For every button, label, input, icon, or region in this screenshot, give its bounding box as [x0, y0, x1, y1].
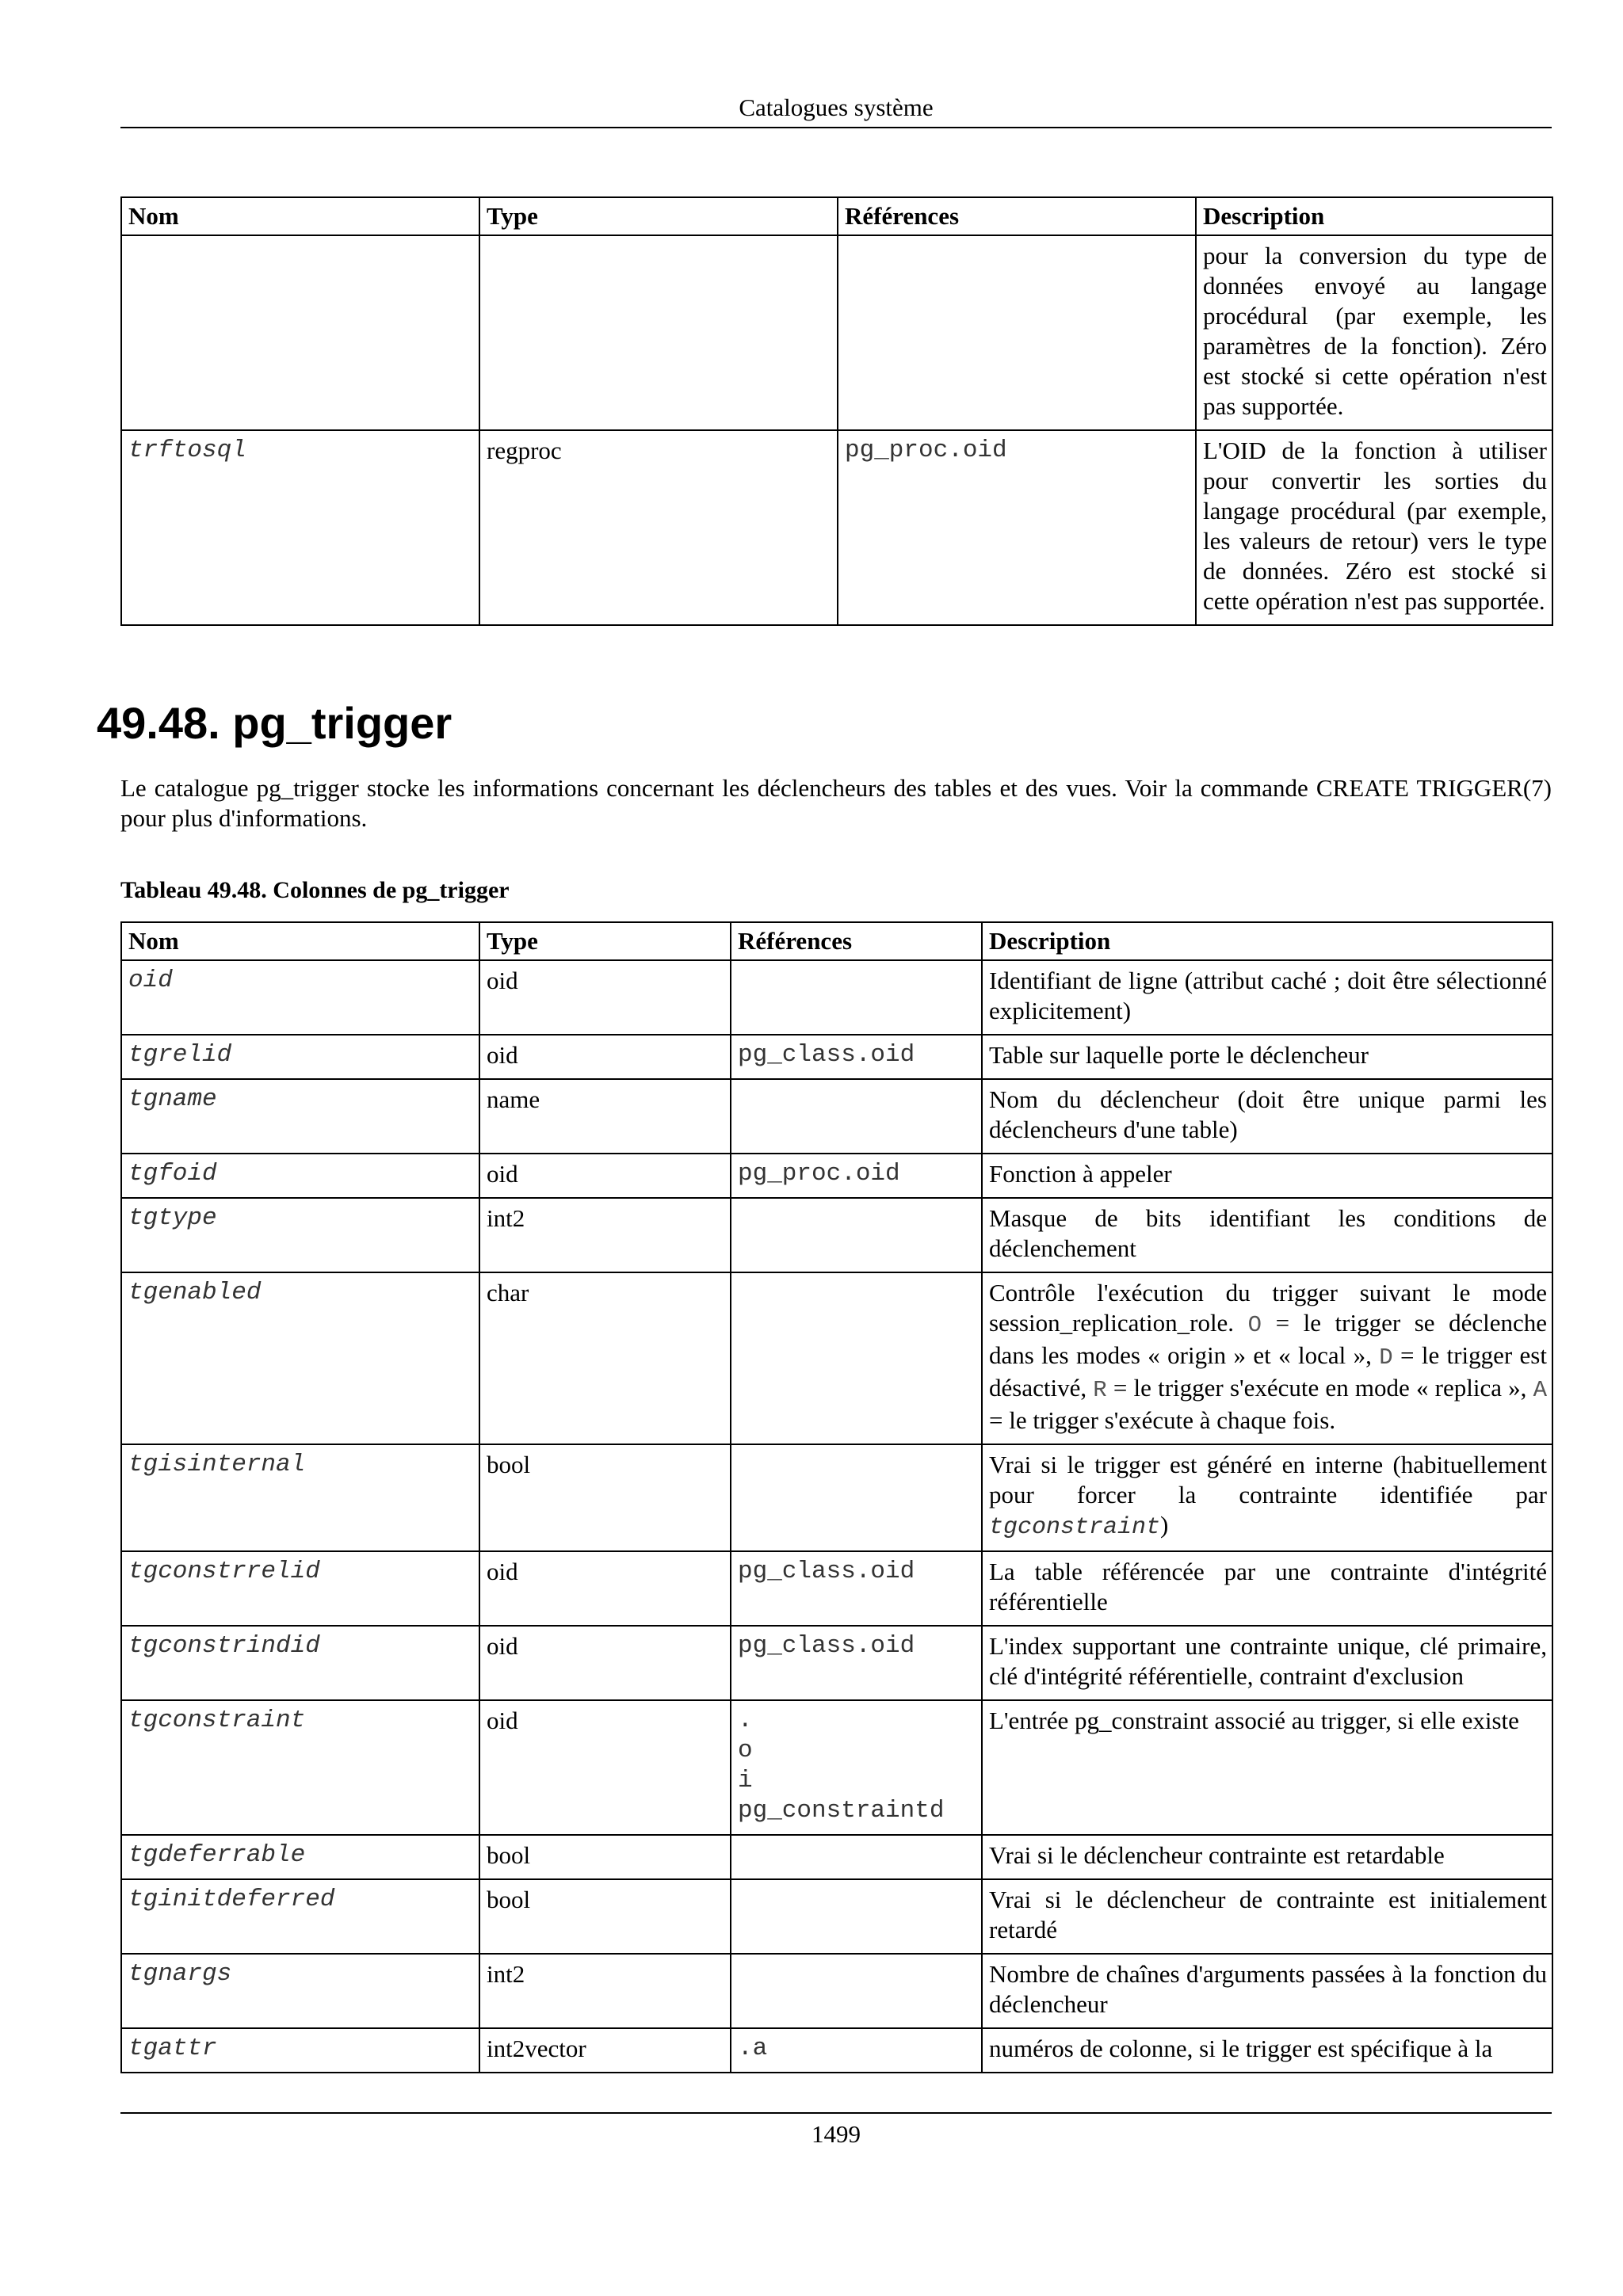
ref-line: o	[738, 1737, 753, 1764]
cell-name: tgnargs	[121, 1954, 479, 2028]
table-row	[121, 1551, 1552, 1626]
section-intro: Le catalogue pg_trigger stocke les informations concernant les déclencheurs des tables et des vues. Voir la commande CREATE TRIGGER(7) pour plus d'informations.	[120, 774, 1552, 832]
cell-name: tgattr	[121, 2028, 479, 2073]
desc-text: = le trigger se déclenche dans les modes « origin » et « local »,	[989, 1309, 1548, 1369]
table-pg-transform-continued	[120, 196, 1553, 626]
column-header-description: Description	[982, 922, 1552, 960]
cell-name: tgfoid	[121, 1154, 479, 1198]
cell-type: oid	[479, 960, 731, 1035]
desc-text: = le trigger s'exécute à chaque fois.	[989, 1406, 1336, 1434]
column-header-references: Références	[731, 922, 982, 960]
cell-type: bool	[479, 1879, 731, 1954]
column-header-name: Nom	[121, 922, 479, 960]
cell-references	[731, 1835, 982, 1879]
cell-name: tgname	[121, 1079, 479, 1154]
cell-description: Nombre de chaînes d'arguments passées à la fonction du déclencheur	[982, 1954, 1552, 2028]
ref-line: i	[738, 1767, 753, 1794]
cell-description: Identifiant de ligne (attribut caché ; doit être sélectionné explicitement)	[982, 960, 1552, 1035]
table-row	[121, 1198, 1552, 1272]
cell-description	[982, 1444, 1552, 1551]
table-caption: Tableau 49.48. Colonnes de pg_trigger	[120, 877, 510, 903]
table-row	[121, 1700, 1552, 1835]
code-value-d: D	[1379, 1344, 1393, 1371]
cell-name: tgenabled	[121, 1272, 479, 1444]
cell-references: pg_proc.oid	[731, 1154, 982, 1198]
page-number: 1499	[812, 2120, 861, 2148]
cell-name: tgconstrrelid	[121, 1551, 479, 1626]
table-row	[121, 1079, 1552, 1154]
table-row	[121, 430, 1552, 625]
cell-name: tgtype	[121, 1198, 479, 1272]
cell-references	[731, 1954, 982, 2028]
table-row	[121, 1444, 1552, 1551]
cell-name: tgconstrindid	[121, 1626, 479, 1700]
cell-description	[982, 1272, 1552, 1444]
cell-description: L'index supportant une contrainte unique, clé primaire, clé d'intégrité référentielle, contraint d'exclusion	[982, 1626, 1552, 1700]
table-header-row	[121, 197, 1552, 235]
cell-description: L'entrée pg_constraint associé au trigger, si elle existe	[982, 1700, 1552, 1835]
cell-name: tgrelid	[121, 1035, 479, 1079]
cell-type: name	[479, 1079, 731, 1154]
cell-description: pour la conversion du type de données envoyé au langage procédural (par exemple, les paramètres de la fonction). Zéro est stocké si cette opération n'est pas supportée.	[1196, 235, 1552, 430]
cell-references	[731, 1272, 982, 1444]
table-pg-trigger-columns	[120, 921, 1553, 2073]
cell-references: pg_class.oid	[731, 1551, 982, 1626]
section-title: 49.48. pg_trigger	[97, 698, 453, 748]
cell-description: L'OID de la fonction à utiliser pour convertir les sorties du langage procédural (par exemple, les valeurs de retour) vers le type de données. Zéro est stocké si cette opération n'est pas supportée.	[1196, 430, 1552, 625]
table-row	[121, 235, 1552, 430]
ref-line: .	[738, 1707, 753, 1734]
cell-type: oid	[479, 1626, 731, 1700]
table-row	[121, 2028, 1552, 2073]
cell-references	[731, 1079, 982, 1154]
desc-text: = le trigger est désactivé,	[989, 1341, 1547, 1402]
cell-type: bool	[479, 1835, 731, 1879]
cell-name: tgconstraint	[121, 1700, 479, 1835]
header-rule	[120, 127, 1552, 128]
cell-type: char	[479, 1272, 731, 1444]
cell-description: Masque de bits identifiant les conditions de déclenchement	[982, 1198, 1552, 1272]
page-header-title: Catalogues système	[739, 93, 934, 121]
cell-name: tgisinternal	[121, 1444, 479, 1551]
code-value-a: A	[1533, 1377, 1548, 1403]
table-row	[121, 1272, 1552, 1444]
cell-type: regproc	[479, 430, 838, 625]
cell-type: int2vector	[479, 2028, 731, 2073]
cell-name: trftosql	[121, 430, 479, 625]
desc-text: Contrôle l'exécution du trigger suivant le mode session_replication_role.	[989, 1279, 1547, 1337]
cell-name: tgdeferrable	[121, 1835, 479, 1879]
cell-references	[731, 960, 982, 1035]
code-value-r: R	[1093, 1377, 1107, 1403]
cell-type: oid	[479, 1700, 731, 1835]
table-row	[121, 1835, 1552, 1879]
cell-type: bool	[479, 1444, 731, 1551]
table-row	[121, 1626, 1552, 1700]
table-row	[121, 1954, 1552, 2028]
cell-description: Fonction à appeler	[982, 1154, 1552, 1198]
footer-rule	[120, 2112, 1552, 2114]
cell-references: pg_class.oid	[731, 1626, 982, 1700]
cell-references	[731, 1444, 982, 1551]
desc-text: )	[1160, 1511, 1169, 1539]
cell-type	[479, 235, 838, 430]
desc-text: Vrai si le trigger est généré en interne (habituellement pour forcer la contrainte identifiée par	[989, 1451, 1547, 1508]
cell-type: int2	[479, 1954, 731, 2028]
code-value-o: O	[1247, 1312, 1262, 1338]
table-header-row	[121, 922, 1552, 960]
cell-description: Table sur laquelle porte le déclencheur	[982, 1035, 1552, 1079]
cell-references	[731, 1700, 982, 1835]
table-row	[121, 1035, 1552, 1079]
cell-description: La table référencée par une contrainte d'intégrité référentielle	[982, 1551, 1552, 1626]
cell-references: .a	[731, 2028, 982, 2073]
cell-description: Nom du déclencheur (doit être unique parmi les déclencheurs d'une table)	[982, 1079, 1552, 1154]
cell-references: pg_class.oid	[731, 1035, 982, 1079]
cell-type: int2	[479, 1198, 731, 1272]
ref-line: pg_constraintd	[738, 1797, 945, 1825]
cell-references: pg_proc.oid	[838, 430, 1196, 625]
table-row	[121, 1879, 1552, 1954]
cell-name	[121, 235, 479, 430]
column-header-type: Type	[479, 922, 731, 960]
table-row	[121, 1154, 1552, 1198]
cell-type: oid	[479, 1154, 731, 1198]
cell-description: numéros de colonne, si le trigger est spécifique à la	[982, 2028, 1552, 2073]
cell-description: Vrai si le déclencheur contrainte est retardable	[982, 1835, 1552, 1879]
cell-references	[731, 1879, 982, 1954]
cell-references	[731, 1198, 982, 1272]
code-value-tgconstraint: tgconstraint	[989, 1514, 1161, 1541]
cell-description: Vrai si le déclencheur de contrainte est initialement retardé	[982, 1879, 1552, 1954]
table-row	[121, 960, 1552, 1035]
cell-name: tginitdeferred	[121, 1879, 479, 1954]
cell-references	[838, 235, 1196, 430]
cell-type: oid	[479, 1551, 731, 1626]
column-header-description: Description	[1196, 197, 1552, 235]
cell-type: oid	[479, 1035, 731, 1079]
desc-text: = le trigger s'exécute en mode « replica »,	[1106, 1374, 1533, 1402]
cell-name: oid	[121, 960, 479, 1035]
column-header-references: Références	[838, 197, 1196, 235]
column-header-type: Type	[479, 197, 838, 235]
column-header-name: Nom	[121, 197, 479, 235]
